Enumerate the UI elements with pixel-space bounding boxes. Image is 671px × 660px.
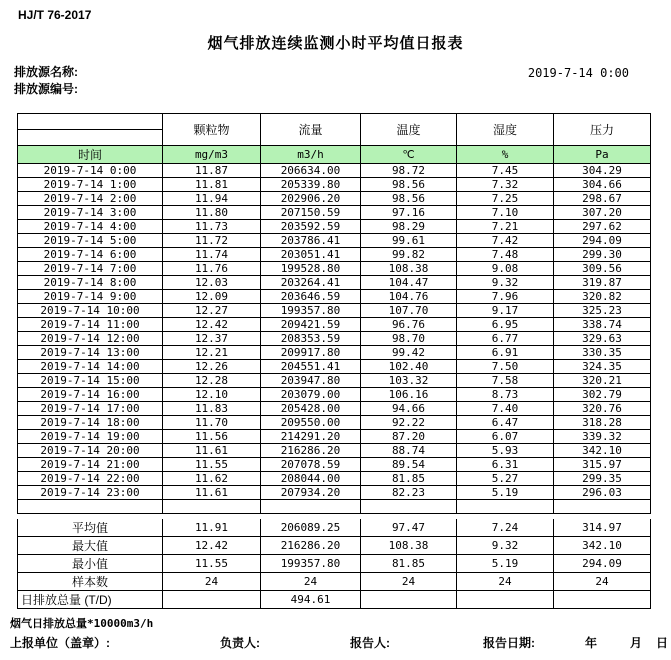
time-cell: 2019-7-14 11:00 (18, 318, 163, 332)
unit-humidity: % (457, 146, 554, 164)
time-cell: 2019-7-14 5:00 (18, 234, 163, 248)
table-row (18, 444, 651, 458)
page-title: 烟气排放连续监测小时平均值日报表 (207, 35, 464, 52)
time-cell: 2019-7-14 13:00 (18, 346, 163, 360)
unit-flow: m3/h (261, 146, 361, 164)
note-text: 烟气日排放总量*10000m3/h (10, 617, 154, 630)
time-cell: 2019-7-14 21:00 (18, 458, 163, 472)
value-cell: 205428.00 (261, 402, 361, 416)
summary-table (17, 519, 651, 609)
value-cell: 204551.41 (261, 360, 361, 374)
reporter-label: 报告人: (350, 636, 390, 650)
value-cell: 12.26 (163, 360, 261, 374)
value-cell: 6.31 (457, 458, 554, 472)
time-header: 时间 (18, 146, 163, 164)
time-cell: 2019-7-14 0:00 (18, 164, 163, 178)
summary-value: 11.55 (163, 555, 261, 573)
summary-value: 11.91 (163, 519, 261, 537)
summary-value: 97.47 (361, 519, 457, 537)
value-cell: 207078.59 (261, 458, 361, 472)
summary-value: 5.19 (457, 555, 554, 573)
report-meta (14, 64, 657, 98)
table-row (18, 430, 651, 444)
value-cell: 309.56 (554, 262, 651, 276)
value-cell: 209550.00 (261, 416, 361, 430)
value-cell: 103.32 (361, 374, 457, 388)
value-cell: 6.07 (457, 430, 554, 444)
value-cell: 11.83 (163, 402, 261, 416)
value-cell: 89.54 (361, 458, 457, 472)
value-cell: 11.80 (163, 206, 261, 220)
value-cell: 11.76 (163, 262, 261, 276)
time-cell: 2019-7-14 22:00 (18, 472, 163, 486)
table-row (18, 248, 651, 262)
summary-value: 108.38 (361, 537, 457, 555)
responsible-person-label: 负责人: (220, 636, 260, 650)
table-row (18, 472, 651, 486)
corner-cell-bottom (18, 130, 163, 146)
value-cell: 98.72 (361, 164, 457, 178)
time-cell: 2019-7-14 14:00 (18, 360, 163, 374)
report-datetime: 2019-7-14 0:00 (527, 66, 629, 80)
summary-value: 24 (457, 573, 554, 591)
value-cell: 199528.80 (261, 262, 361, 276)
value-cell: 302.79 (554, 388, 651, 402)
value-cell: 6.77 (457, 332, 554, 346)
value-cell: 7.25 (457, 192, 554, 206)
summary-label: 最大值 (18, 537, 163, 555)
signature-line (0, 634, 671, 650)
value-cell: 324.35 (554, 360, 651, 374)
summary-value: 24 (261, 573, 361, 591)
value-cell: 94.66 (361, 402, 457, 416)
value-cell: 97.16 (361, 206, 457, 220)
unit-pm: mg/m3 (163, 146, 261, 164)
value-cell: 320.21 (554, 374, 651, 388)
value-cell: 325.23 (554, 304, 651, 318)
value-cell: 11.73 (163, 220, 261, 234)
hourly-data-table (17, 113, 651, 514)
summary-row (18, 573, 651, 591)
table-row (18, 192, 651, 206)
value-cell: 319.87 (554, 276, 651, 290)
value-cell: 342.10 (554, 444, 651, 458)
value-cell: 11.72 (163, 234, 261, 248)
summary-value: 9.32 (457, 537, 554, 555)
value-cell: 12.21 (163, 346, 261, 360)
value-cell: 11.94 (163, 192, 261, 206)
value-cell: 304.29 (554, 164, 651, 178)
value-cell: 214291.20 (261, 430, 361, 444)
column-header-humidity: 湿度 (457, 114, 554, 146)
summary-row (18, 591, 651, 609)
corner-cell-top (18, 114, 163, 130)
value-cell: 107.70 (361, 304, 457, 318)
table-row (18, 290, 651, 304)
time-cell: 2019-7-14 15:00 (18, 374, 163, 388)
report-unit-label: 上报单位（盖章）: (10, 636, 110, 650)
value-cell: 320.76 (554, 402, 651, 416)
value-cell: 9.08 (457, 262, 554, 276)
table-row (18, 360, 651, 374)
summary-value: 24 (163, 573, 261, 591)
summary-value: 24 (554, 573, 651, 591)
value-cell: 209421.59 (261, 318, 361, 332)
value-cell: 9.32 (457, 276, 554, 290)
header-row-top (18, 114, 651, 130)
total-emission-note (10, 615, 153, 631)
time-cell: 2019-7-14 20:00 (18, 444, 163, 458)
value-cell: 7.21 (457, 220, 554, 234)
value-cell: 203646.59 (261, 290, 361, 304)
value-cell: 304.66 (554, 178, 651, 192)
value-cell: 203079.00 (261, 388, 361, 402)
value-cell: 208044.00 (261, 472, 361, 486)
value-cell: 7.96 (457, 290, 554, 304)
empty-cell (261, 500, 361, 514)
value-cell: 209917.80 (261, 346, 361, 360)
value-cell: 299.30 (554, 248, 651, 262)
value-cell: 299.35 (554, 472, 651, 486)
value-cell: 12.09 (163, 290, 261, 304)
value-cell: 5.27 (457, 472, 554, 486)
value-cell: 98.70 (361, 332, 457, 346)
summary-value: 81.85 (361, 555, 457, 573)
value-cell: 202906.20 (261, 192, 361, 206)
value-cell: 207150.59 (261, 206, 361, 220)
source-name-label: 排放源名称: (14, 65, 78, 79)
value-cell: 298.67 (554, 192, 651, 206)
value-cell: 6.95 (457, 318, 554, 332)
data-rows (18, 164, 651, 514)
time-cell: 2019-7-14 3:00 (18, 206, 163, 220)
time-cell: 2019-7-14 23:00 (18, 486, 163, 500)
year-label: 年 (585, 636, 598, 650)
value-cell: 7.42 (457, 234, 554, 248)
table-row (18, 178, 651, 192)
summary-label: 平均值 (18, 519, 163, 537)
time-cell: 2019-7-14 19:00 (18, 430, 163, 444)
value-cell: 99.61 (361, 234, 457, 248)
value-cell: 7.40 (457, 402, 554, 416)
table-row (18, 374, 651, 388)
summary-value: 206089.25 (261, 519, 361, 537)
time-cell: 2019-7-14 7:00 (18, 262, 163, 276)
value-cell: 206634.00 (261, 164, 361, 178)
value-cell: 12.10 (163, 388, 261, 402)
summary-value: 7.24 (457, 519, 554, 537)
value-cell: 12.28 (163, 374, 261, 388)
summary-value: 216286.20 (261, 537, 361, 555)
value-cell: 11.70 (163, 416, 261, 430)
time-cell: 2019-7-14 2:00 (18, 192, 163, 206)
value-cell: 5.19 (457, 486, 554, 500)
value-cell: 216286.20 (261, 444, 361, 458)
empty-row (18, 500, 651, 514)
value-cell: 87.20 (361, 430, 457, 444)
time-cell: 2019-7-14 10:00 (18, 304, 163, 318)
column-header-flow: 流量 (261, 114, 361, 146)
table-row (18, 276, 651, 290)
value-cell: 98.29 (361, 220, 457, 234)
value-cell: 208353.59 (261, 332, 361, 346)
value-cell: 81.85 (361, 472, 457, 486)
value-cell: 6.91 (457, 346, 554, 360)
value-cell: 203947.80 (261, 374, 361, 388)
value-cell: 11.81 (163, 178, 261, 192)
value-cell: 82.23 (361, 486, 457, 500)
day-label: 日 (656, 636, 669, 650)
summary-value: 342.10 (554, 537, 651, 555)
value-cell: 11.61 (163, 486, 261, 500)
value-cell: 99.82 (361, 248, 457, 262)
time-cell: 2019-7-14 18:00 (18, 416, 163, 430)
value-cell: 11.62 (163, 472, 261, 486)
value-cell: 7.50 (457, 360, 554, 374)
value-cell: 203051.41 (261, 248, 361, 262)
summary-row (18, 519, 651, 537)
empty-cell (554, 500, 651, 514)
value-cell: 203264.41 (261, 276, 361, 290)
value-cell: 330.35 (554, 346, 651, 360)
value-cell: 108.38 (361, 262, 457, 276)
summary-row (18, 537, 651, 555)
value-cell: 9.17 (457, 304, 554, 318)
summary-label: 日排放总量 (T/D) (18, 591, 163, 609)
value-cell: 318.28 (554, 416, 651, 430)
value-cell: 203786.41 (261, 234, 361, 248)
value-cell: 296.03 (554, 486, 651, 500)
value-cell: 5.93 (457, 444, 554, 458)
empty-cell (457, 500, 554, 514)
table-row (18, 220, 651, 234)
value-cell: 88.74 (361, 444, 457, 458)
value-cell: 12.27 (163, 304, 261, 318)
summary-value: 314.97 (554, 519, 651, 537)
value-cell: 8.73 (457, 388, 554, 402)
value-cell: 205339.80 (261, 178, 361, 192)
summary-label: 样本数 (18, 573, 163, 591)
summary-value (163, 591, 261, 609)
value-cell: 7.58 (457, 374, 554, 388)
value-cell: 6.47 (457, 416, 554, 430)
table-row (18, 318, 651, 332)
table-row (18, 388, 651, 402)
value-cell: 199357.80 (261, 304, 361, 318)
summary-value: 12.42 (163, 537, 261, 555)
time-cell: 2019-7-14 17:00 (18, 402, 163, 416)
column-header-pressure: 压力 (554, 114, 651, 146)
summary-value: 24 (361, 573, 457, 591)
time-cell: 2019-7-14 4:00 (18, 220, 163, 234)
value-cell: 7.10 (457, 206, 554, 220)
summary-value: 494.61 (261, 591, 361, 609)
time-cell: 2019-7-14 9:00 (18, 290, 163, 304)
empty-cell (361, 500, 457, 514)
time-cell: 2019-7-14 1:00 (18, 178, 163, 192)
value-cell: 12.37 (163, 332, 261, 346)
table-row (18, 346, 651, 360)
value-cell: 102.40 (361, 360, 457, 374)
summary-label: 最小值 (18, 555, 163, 573)
value-cell: 96.76 (361, 318, 457, 332)
unit-row (18, 146, 651, 164)
unit-temp: ℃ (361, 146, 457, 164)
table-row (18, 164, 651, 178)
value-cell: 12.42 (163, 318, 261, 332)
value-cell: 320.82 (554, 290, 651, 304)
empty-cell (18, 500, 163, 514)
month-label: 月 (630, 636, 643, 650)
value-cell: 315.97 (554, 458, 651, 472)
value-cell: 104.76 (361, 290, 457, 304)
table-row (18, 304, 651, 318)
summary-value (361, 591, 457, 609)
value-cell: 329.63 (554, 332, 651, 346)
value-cell: 338.74 (554, 318, 651, 332)
value-cell: 294.09 (554, 234, 651, 248)
column-header-pm: 颗粒物 (163, 114, 261, 146)
table-row (18, 416, 651, 430)
value-cell: 99.42 (361, 346, 457, 360)
value-cell: 98.56 (361, 192, 457, 206)
value-cell: 104.47 (361, 276, 457, 290)
value-cell: 339.32 (554, 430, 651, 444)
summary-row (18, 555, 651, 573)
table-row (18, 332, 651, 346)
data-table-wrap (17, 113, 651, 609)
value-cell: 98.56 (361, 178, 457, 192)
table-row (18, 262, 651, 276)
report-date-label: 报告日期: (483, 636, 535, 650)
value-cell: 307.20 (554, 206, 651, 220)
value-cell: 7.45 (457, 164, 554, 178)
value-cell: 7.32 (457, 178, 554, 192)
time-cell: 2019-7-14 8:00 (18, 276, 163, 290)
time-cell: 2019-7-14 6:00 (18, 248, 163, 262)
time-cell: 2019-7-14 12:00 (18, 332, 163, 346)
value-cell: 106.16 (361, 388, 457, 402)
value-cell: 11.87 (163, 164, 261, 178)
unit-pressure: Pa (554, 146, 651, 164)
value-cell: 207934.20 (261, 486, 361, 500)
table-row (18, 486, 651, 500)
table-row (18, 206, 651, 220)
value-cell: 7.48 (457, 248, 554, 262)
value-cell: 92.22 (361, 416, 457, 430)
value-cell: 12.03 (163, 276, 261, 290)
value-cell: 11.61 (163, 444, 261, 458)
column-header-temp: 温度 (361, 114, 457, 146)
time-cell: 2019-7-14 16:00 (18, 388, 163, 402)
value-cell: 11.55 (163, 458, 261, 472)
summary-value (554, 591, 651, 609)
standard-number: HJ/T 76-2017 (18, 8, 92, 22)
table-row (18, 234, 651, 248)
value-cell: 203592.59 (261, 220, 361, 234)
value-cell: 11.74 (163, 248, 261, 262)
source-code-label: 排放源编号: (14, 82, 78, 96)
value-cell: 11.56 (163, 430, 261, 444)
summary-value (457, 591, 554, 609)
summary-rows (18, 519, 651, 609)
table-row (18, 402, 651, 416)
empty-cell (163, 500, 261, 514)
summary-value: 294.09 (554, 555, 651, 573)
summary-value: 199357.80 (261, 555, 361, 573)
table-row (18, 458, 651, 472)
value-cell: 297.62 (554, 220, 651, 234)
